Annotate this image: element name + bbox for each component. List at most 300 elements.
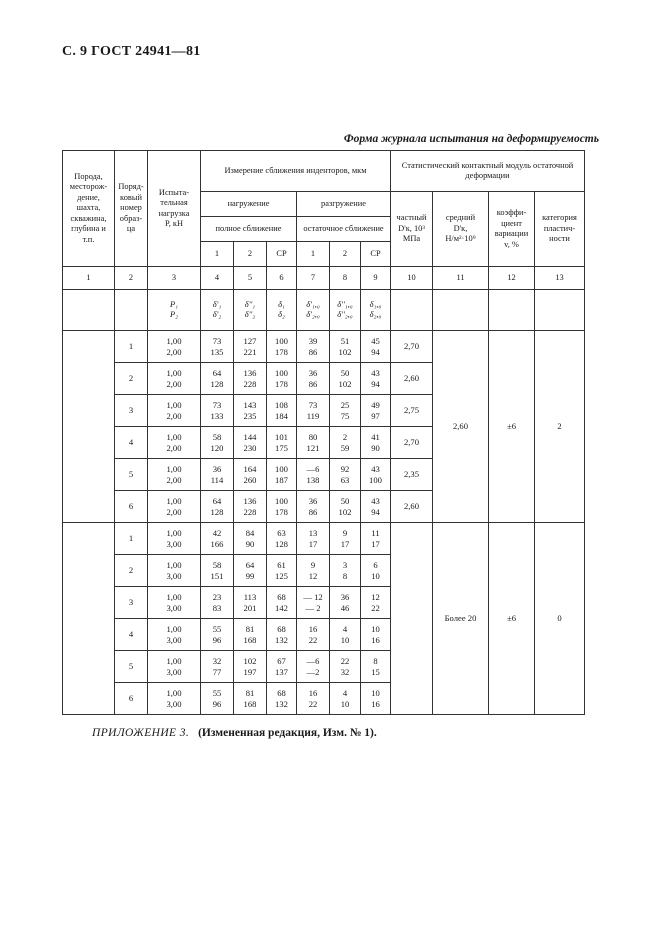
cell-line: 6: [373, 559, 378, 570]
cell-line: —6: [306, 463, 320, 474]
cell-line: 22: [340, 655, 350, 666]
cell-line: Испыта-: [158, 187, 190, 197]
cell-line: 1,00: [166, 367, 182, 378]
value-cell-c4: [201, 491, 234, 523]
cell-line: 8: [342, 570, 348, 581]
header-average: [433, 192, 489, 267]
value-cell-c9: [361, 427, 391, 459]
cell-line: 201: [243, 602, 257, 613]
cell-line: 168: [243, 698, 257, 709]
value-cell-c7: [297, 555, 330, 587]
cell-line: 81: [245, 623, 255, 634]
cell-line: 16: [308, 623, 318, 634]
cell-line: δ'₁,₀: [306, 299, 320, 309]
cell-line: 64: [212, 495, 222, 506]
cell-line: 3,00: [166, 666, 182, 677]
cell-line: 133: [210, 410, 224, 421]
header-residual-approach: остаточное сближение: [297, 217, 391, 242]
value-cell-c9: [361, 587, 391, 619]
partial-modulus-cell: 2,60: [391, 491, 433, 523]
cell-line: Порода,: [74, 171, 103, 181]
value-cell-c8: [330, 555, 361, 587]
cell-line: 2,00: [166, 442, 182, 453]
cell-line: 2,00: [166, 410, 182, 421]
value-cell-c7: [297, 491, 330, 523]
column-number: 4: [201, 267, 234, 290]
cell-line: 2: [342, 431, 348, 442]
value-cell-c8: [330, 651, 361, 683]
symbol-cell-c7: [297, 290, 330, 331]
cell-line: 184: [275, 410, 288, 421]
cell-line: 1,00: [166, 687, 182, 698]
cell-line: 178: [275, 506, 288, 517]
value-cell-c9: [361, 331, 391, 363]
cell-line: 10: [371, 623, 380, 634]
cell-line: 228: [243, 506, 257, 517]
cell-line: 15: [371, 666, 380, 677]
cell-line: 16: [371, 634, 380, 645]
value-cell-c6: [267, 683, 297, 715]
cell-line: месторож-: [69, 182, 108, 192]
value-cell-c4: [201, 363, 234, 395]
cell-line: 1,00: [166, 431, 182, 442]
cell-line: 43: [371, 495, 380, 506]
cell-line: 10: [340, 698, 350, 709]
value-cell-c4: [201, 587, 234, 619]
cell-line: 17: [371, 538, 380, 549]
column-number: 9: [361, 267, 391, 290]
value-cell-c4: [201, 331, 234, 363]
cell-line: 228: [243, 378, 257, 389]
empty-cell: [489, 290, 535, 331]
cell-line: 73: [212, 399, 222, 410]
value-cell-p: [148, 427, 201, 459]
cell-line: 36: [212, 463, 222, 474]
cell-line: 32: [212, 655, 222, 666]
cell-line: 86: [308, 506, 318, 517]
cell-line: 137: [275, 666, 288, 677]
symbol-cell-p: [148, 290, 201, 331]
cell-line: 11: [371, 527, 380, 538]
cell-line: 235: [243, 410, 257, 421]
cell-line: 22: [308, 634, 318, 645]
cell-line: 9: [310, 559, 316, 570]
cell-line: 58: [212, 559, 222, 570]
cell-line: 144: [243, 431, 257, 442]
cell-line: Н/м²·10⁹: [445, 234, 476, 244]
header-variation: [489, 192, 535, 267]
cell-line: P₁: [169, 299, 179, 309]
cell-line: 17: [340, 538, 350, 549]
column-number: 8: [330, 267, 361, 290]
cell-line: δ'₂,₀: [306, 310, 320, 319]
header-sub: 2: [234, 242, 267, 267]
cell-line: 101: [275, 431, 288, 442]
cell-line: 97: [371, 410, 380, 421]
value-cell-c7: [297, 587, 330, 619]
cell-line: 94: [371, 378, 380, 389]
value-cell-c8: [330, 523, 361, 555]
value-cell-c5: [234, 651, 267, 683]
column-number: 12: [489, 267, 535, 290]
value-cell-c6: [267, 555, 297, 587]
cell-line: 197: [243, 666, 257, 677]
cell-line: 121: [306, 442, 320, 453]
cell-line: 1,00: [166, 655, 182, 666]
cell-line: 1,00: [166, 463, 182, 474]
value-cell-c4: [201, 427, 234, 459]
cell-line: 114: [210, 474, 224, 485]
table-row: [63, 331, 585, 363]
value-cell-c6: [267, 491, 297, 523]
cell-line: 102: [243, 655, 257, 666]
cell-line: 168: [243, 634, 257, 645]
cell-line: 39: [308, 335, 318, 346]
partial-modulus-cell: 2,60: [391, 363, 433, 395]
value-cell-c9: [361, 491, 391, 523]
cell-line: 17: [308, 538, 318, 549]
header-sub: 1: [297, 242, 330, 267]
cell-line: 10: [371, 687, 380, 698]
cell-line: P₂: [169, 310, 179, 319]
cell-line: вариации: [494, 229, 529, 238]
cell-line: 16: [308, 687, 318, 698]
cell-line: 86: [308, 378, 318, 389]
cell-line: 119: [306, 410, 320, 421]
cell-line: 9: [342, 527, 348, 538]
cell-line: 1,00: [166, 335, 182, 346]
cell-line: P, кН: [164, 219, 184, 228]
sample-number-cell: 6: [115, 683, 148, 715]
cell-line: 100: [369, 474, 382, 485]
cell-line: 99: [245, 570, 255, 581]
cell-line: 132: [275, 698, 288, 709]
sample-number-cell: 5: [115, 651, 148, 683]
amendment-note: (Измененная редакция, Изм. № 1).: [198, 727, 377, 739]
cell-line: δ''₂: [244, 310, 256, 319]
empty-cell: [391, 290, 433, 331]
cell-line: 230: [243, 442, 257, 453]
appendix-label: ПРИЛОЖЕНИЕ 3.: [92, 727, 190, 739]
category-cell: 0: [535, 523, 585, 715]
empty-cell: [433, 290, 489, 331]
value-cell-c4: [201, 395, 234, 427]
cell-line: 3: [342, 559, 348, 570]
value-cell-c8: [330, 363, 361, 395]
cell-line: 8: [373, 655, 378, 666]
value-cell-p: [148, 587, 201, 619]
deformation-test-journal-table: [62, 150, 585, 715]
value-cell-c6: [267, 459, 297, 491]
cell-line: 136: [243, 495, 257, 506]
cell-line: тельная: [160, 198, 188, 207]
value-cell-c9: [361, 523, 391, 555]
cell-line: 75: [340, 410, 350, 421]
cell-line: δ₁,₀: [369, 299, 382, 309]
cell-line: 3,00: [166, 538, 182, 549]
column-number: 2: [115, 267, 148, 290]
partial-modulus-cell: [391, 523, 433, 715]
cell-line: 4: [342, 623, 348, 634]
cell-line: 1,00: [166, 623, 182, 634]
value-cell-c7: [297, 619, 330, 651]
cell-line: категория: [542, 213, 577, 223]
cell-line: 143: [243, 399, 257, 410]
header-category: [535, 192, 585, 267]
cell-line: частный: [396, 213, 427, 223]
cell-line: 175: [275, 442, 288, 453]
cell-line: 22: [308, 698, 318, 709]
cell-line: 36: [308, 495, 318, 506]
cell-line: δ₂,₀: [369, 310, 382, 319]
sample-number-cell: 1: [115, 523, 148, 555]
cell-line: 127: [243, 335, 257, 346]
value-cell-c9: [361, 683, 391, 715]
value-cell-c5: [234, 395, 267, 427]
cell-line: δ'₂: [212, 310, 222, 319]
value-cell-c9: [361, 395, 391, 427]
cell-line: 23: [212, 591, 222, 602]
value-cell-c4: [201, 523, 234, 555]
partial-modulus-cell: 2,35: [391, 459, 433, 491]
variation-cell: ±6: [489, 523, 535, 715]
partial-modulus-cell: 2,70: [391, 427, 433, 459]
cell-line: δ''₁,₀: [337, 299, 353, 309]
cell-line: 151: [210, 570, 224, 581]
value-cell-c7: [297, 427, 330, 459]
cell-line: 13: [308, 527, 318, 538]
cell-line: — 12: [303, 591, 323, 602]
cell-line: 55: [212, 623, 222, 634]
cell-line: 1,00: [166, 495, 182, 506]
cell-line: 128: [275, 538, 288, 549]
sample-number-cell: 1: [115, 331, 148, 363]
cell-line: —2: [306, 666, 320, 677]
cell-line: 86: [308, 346, 318, 357]
value-cell-c4: [201, 555, 234, 587]
value-cell-c8: [330, 587, 361, 619]
header-measure-group: Измерение сближения инденторов, мкм: [201, 151, 391, 192]
cell-line: 120: [210, 442, 224, 453]
cell-line: D'к, 10³: [398, 223, 425, 233]
cell-line: 221: [243, 346, 257, 357]
cell-line: 136: [243, 367, 257, 378]
column-number: 7: [297, 267, 330, 290]
cell-line: 51: [340, 335, 350, 346]
cell-line: 45: [371, 335, 380, 346]
cell-line: 102: [338, 506, 352, 517]
cell-line: 164: [243, 463, 257, 474]
value-cell-c6: [267, 427, 297, 459]
cell-line: 73: [308, 399, 318, 410]
cell-line: 10: [340, 634, 350, 645]
cell-line: 128: [210, 378, 224, 389]
value-cell-c6: [267, 587, 297, 619]
symbol-cell-c6: [267, 290, 297, 331]
header-sample-number: [115, 151, 148, 267]
cell-line: 3,00: [166, 602, 182, 613]
value-cell-c4: [201, 651, 234, 683]
cell-line: 94: [371, 506, 380, 517]
cell-line: 36: [308, 367, 318, 378]
value-cell-c5: [234, 427, 267, 459]
cell-line: 100: [275, 335, 288, 346]
cell-line: 63: [277, 527, 286, 538]
cell-line: 32: [340, 666, 350, 677]
value-cell-c8: [330, 683, 361, 715]
sample-number-cell: 4: [115, 619, 148, 651]
cell-line: 50: [340, 367, 350, 378]
cell-line: пластич-: [543, 223, 576, 233]
value-cell-c5: [234, 555, 267, 587]
cell-line: 90: [245, 538, 255, 549]
partial-modulus-cell: 2,75: [391, 395, 433, 427]
form-title: Форма журнала испытания на деформируемость: [343, 133, 599, 145]
cell-line: 96: [212, 634, 222, 645]
cell-line: 100: [275, 495, 288, 506]
cell-line: Поряд-: [118, 182, 144, 192]
cell-line: δ''₂,₀: [337, 310, 353, 319]
cell-line: 1,00: [166, 399, 182, 410]
value-cell-c5: [234, 587, 267, 619]
cell-line: 77: [212, 666, 222, 677]
value-cell-c7: [297, 459, 330, 491]
cell-line: 12: [371, 591, 380, 602]
value-cell-c6: [267, 523, 297, 555]
cell-line: 102: [338, 346, 352, 357]
value-cell-c9: [361, 555, 391, 587]
value-cell-p: [148, 395, 201, 427]
value-cell-c9: [361, 651, 391, 683]
column-number: 3: [148, 267, 201, 290]
cell-line: 1,00: [166, 527, 182, 538]
header-unloading: разгружение: [297, 192, 391, 217]
value-cell-c6: [267, 395, 297, 427]
cell-line: 3,00: [166, 698, 182, 709]
cell-line: 63: [340, 474, 350, 485]
value-cell-c9: [361, 619, 391, 651]
cell-line: 96: [212, 698, 222, 709]
cell-line: 113: [243, 591, 257, 602]
header-sub: СР: [361, 242, 391, 267]
category-cell: 2: [535, 331, 585, 523]
cell-line: ковый: [120, 192, 142, 202]
sample-number-cell: 5: [115, 459, 148, 491]
cell-line: 108: [275, 399, 288, 410]
cell-line: 81: [245, 687, 255, 698]
cell-line: т.п.: [82, 234, 95, 244]
value-cell-c4: [201, 459, 234, 491]
symbol-cell-c8: [330, 290, 361, 331]
value-cell-c6: [267, 651, 297, 683]
cell-line: 25: [340, 399, 350, 410]
symbol-cell-c9: [361, 290, 391, 331]
value-cell-c5: [234, 619, 267, 651]
appendix-note: [92, 727, 377, 739]
sample-number-cell: 3: [115, 395, 148, 427]
column-number: 13: [535, 267, 585, 290]
cell-line: 67: [277, 655, 286, 666]
cell-line: 2,00: [166, 346, 182, 357]
cell-line: 50: [340, 495, 350, 506]
column-number: 6: [267, 267, 297, 290]
cell-line: 43: [371, 367, 380, 378]
header-partial: [391, 192, 433, 267]
value-cell-c5: [234, 459, 267, 491]
value-cell-c8: [330, 459, 361, 491]
cell-line: 64: [212, 367, 222, 378]
cell-line: 10: [371, 570, 380, 581]
value-cell-c5: [234, 363, 267, 395]
value-cell-c5: [234, 491, 267, 523]
variation-cell: ±6: [489, 331, 535, 523]
cell-line: 2,00: [166, 506, 182, 517]
cell-line: 4: [342, 687, 348, 698]
value-cell-c6: [267, 331, 297, 363]
value-cell-p: [148, 619, 201, 651]
cell-line: v, %: [504, 239, 519, 249]
cell-line: 1,00: [166, 591, 182, 602]
cell-line: D'к,: [453, 223, 468, 233]
value-cell-c9: [361, 363, 391, 395]
cell-line: 80: [308, 431, 318, 442]
cell-line: 94: [371, 346, 380, 357]
cell-line: 22: [371, 602, 380, 613]
value-cell-c6: [267, 619, 297, 651]
empty-cell: [115, 290, 148, 331]
value-cell-p: [148, 523, 201, 555]
value-cell-c6: [267, 363, 297, 395]
cell-line: скважина,: [70, 213, 107, 223]
sample-number-cell: 2: [115, 363, 148, 395]
cell-line: 125: [275, 570, 288, 581]
cell-line: 2,00: [166, 378, 182, 389]
value-cell-c4: [201, 683, 234, 715]
cell-line: 132: [275, 634, 288, 645]
average-modulus-cell: Более 20: [433, 523, 489, 715]
cell-line: 260: [243, 474, 257, 485]
value-cell-c8: [330, 619, 361, 651]
sample-number-cell: 2: [115, 555, 148, 587]
cell-line: 41: [371, 431, 380, 442]
value-cell-p: [148, 363, 201, 395]
cell-line: 36: [340, 591, 350, 602]
cell-line: 100: [275, 463, 288, 474]
cell-line: 42: [212, 527, 222, 538]
value-cell-c7: [297, 395, 330, 427]
value-cell-p: [148, 331, 201, 363]
cell-line: 102: [338, 378, 352, 389]
page-header: С. 9 ГОСТ 24941—81: [62, 44, 201, 59]
cell-line: номер: [120, 203, 142, 213]
cell-line: 84: [245, 527, 255, 538]
column-number: 5: [234, 267, 267, 290]
cell-line: 68: [277, 687, 286, 698]
cell-line: 3,00: [166, 570, 182, 581]
cell-line: —6: [306, 655, 320, 666]
cell-line: нагрузка: [158, 208, 190, 218]
header-sub: 2: [330, 242, 361, 267]
value-cell-c7: [297, 523, 330, 555]
cell-line: 68: [277, 623, 286, 634]
cell-line: 135: [210, 346, 224, 357]
cell-line: дение,: [77, 192, 100, 202]
cell-line: — 2: [305, 602, 321, 613]
cell-line: глубина и: [71, 224, 106, 234]
cell-line: 73: [212, 335, 222, 346]
header-modulus-group: Статистический контактный модуль остаточной деформации: [391, 151, 585, 192]
value-cell-c8: [330, 427, 361, 459]
